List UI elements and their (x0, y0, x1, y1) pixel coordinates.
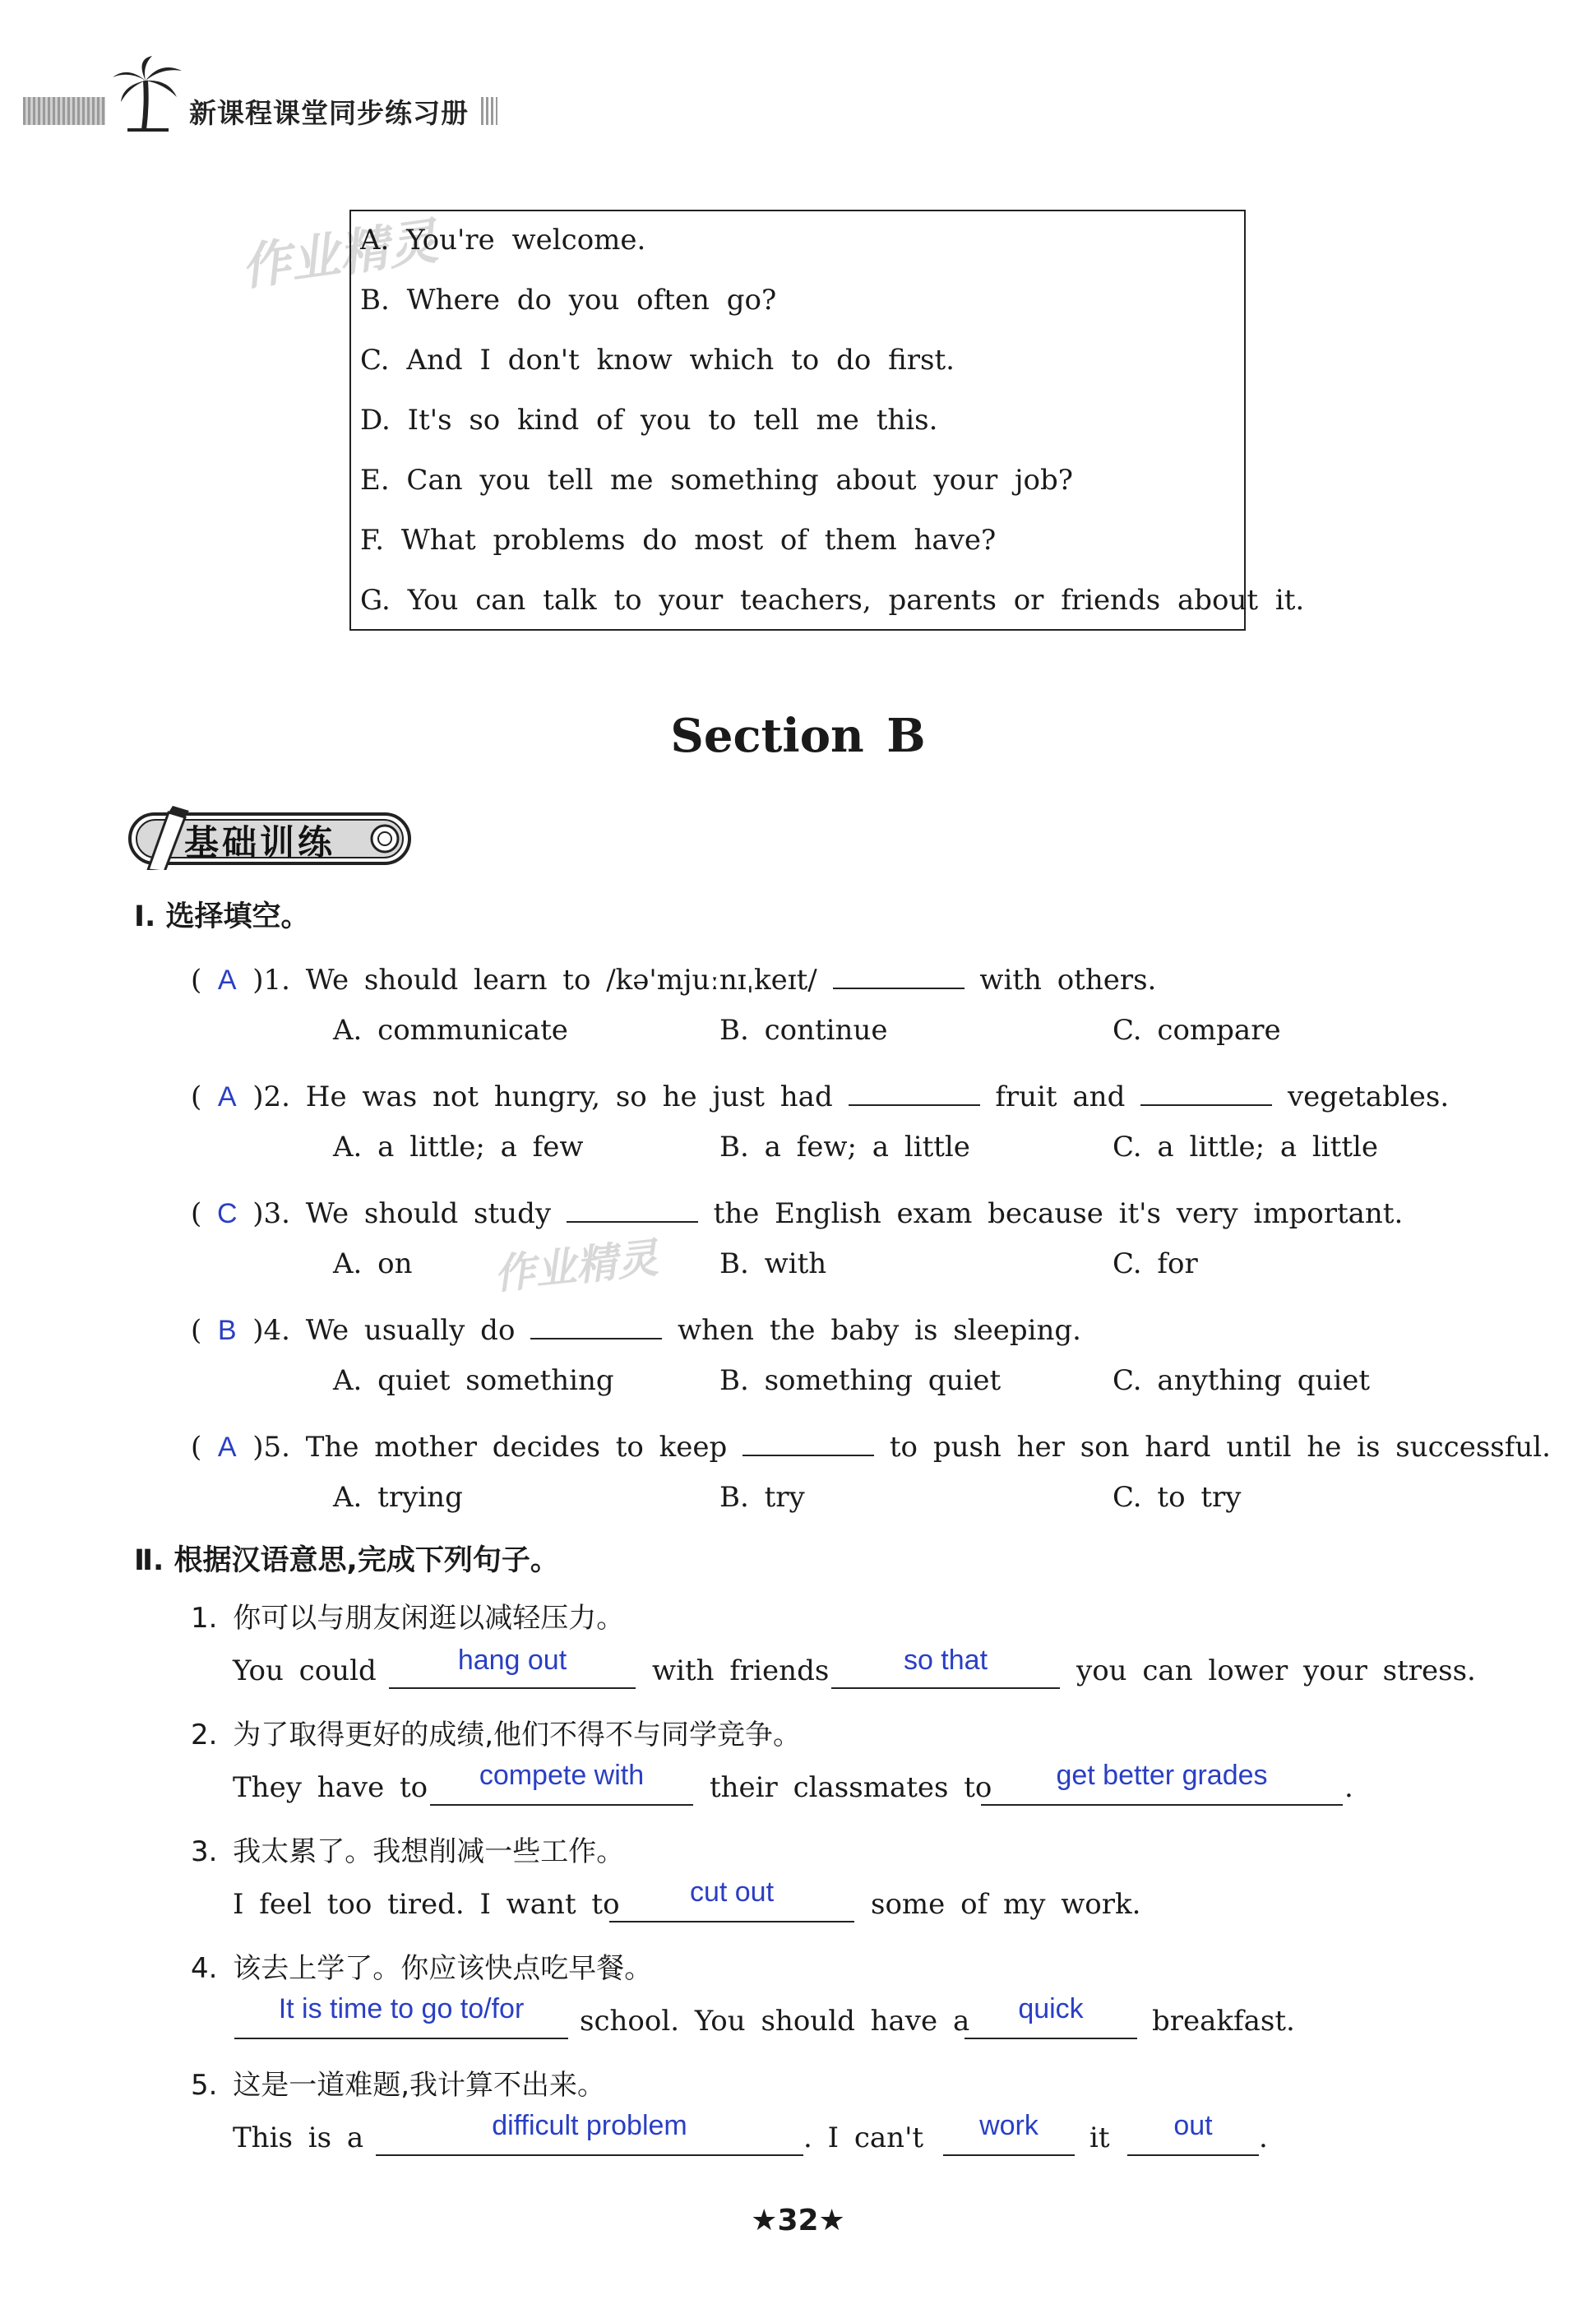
option-b: B. Where do you often go? (360, 284, 777, 317)
option-row-3b: B. with (719, 1247, 827, 1280)
answer-5: A (217, 1432, 237, 1463)
answer-4: B (217, 1315, 237, 1346)
blank (609, 1921, 854, 1922)
blank (981, 1804, 1343, 1806)
answer-2: A (217, 1081, 237, 1113)
translation-5-cn: 5. 这是一道难题,我计算不出来。 (191, 2069, 606, 2102)
translation-1-p3: you can lower your stress. (1076, 1654, 1476, 1687)
option-row-2b: B. a few; a little (719, 1131, 970, 1164)
translation-5-p4: . (1259, 2121, 1268, 2154)
option-row-1a: A. communicate (333, 1014, 568, 1047)
translation-1-p2: with friends (652, 1654, 830, 1687)
watermark: 作业精灵 (491, 1233, 660, 1299)
question-2: ( A )2. He was not hungry, so he just had fruit and vegetables. (191, 1073, 1449, 1113)
option-d: D. It's so kind of you to tell me this. (360, 404, 938, 437)
translation-4-p1: school. You should have a (580, 2005, 970, 2038)
blank (389, 1687, 636, 1689)
translation-5-p3: it (1089, 2121, 1110, 2154)
option-g: G. You can talk to your teachers, parents or friends about it. (360, 584, 1305, 617)
option-row-4a: A. quiet something (333, 1364, 614, 1397)
translation-1-p1: You could (233, 1654, 377, 1687)
translation-3-p1: I feel too tired. I want to (233, 1888, 620, 1921)
answer-4-2: quick (1018, 1993, 1084, 2024)
question-4: ( B )4. We usually do when the baby is sleeping. (191, 1307, 1081, 1347)
blank (831, 1687, 1060, 1689)
option-row-5b: B. try (719, 1481, 805, 1514)
option-row-4b: B. something quiet (719, 1364, 1002, 1397)
answer-3-1: cut out (689, 1876, 775, 1908)
option-row-3c: C. for (1113, 1247, 1198, 1280)
translation-1-cn: 1. 你可以与朋友闲逛以减轻压力。 (191, 1602, 625, 1635)
option-f: F. What problems do most of them have? (360, 524, 997, 557)
answer-3: C (216, 1198, 238, 1229)
answer-5-3: out (1173, 2110, 1213, 2141)
translation-2-p3: . (1344, 1771, 1353, 1804)
answer-4-1: It is time to go to/for (278, 1993, 525, 2024)
option-row-5c: C. to try (1113, 1481, 1242, 1514)
header-bar-right (481, 97, 497, 125)
translation-4-cn: 4. 该去上学了。你应该快点吃早餐。 (191, 1952, 653, 1985)
translation-3-p2: some of my work. (871, 1888, 1141, 1921)
translation-4-p2: breakfast. (1152, 2005, 1295, 2038)
translation-5-p2: . I can't (803, 2121, 924, 2154)
question-1: ( A )1. We should learn to /kə'mjuːnɪˌkeɪt/ with others. (191, 956, 1156, 997)
option-row-2a: A. a little; a few (333, 1131, 584, 1164)
translation-2-p1: They have to (233, 1771, 428, 1804)
option-e: E. Can you tell me something about your job? (360, 464, 1074, 497)
translation-2-cn: 2. 为了取得更好的成绩,他们不得不与同学竞争。 (191, 1719, 802, 1751)
section-title: Section B (670, 709, 926, 763)
option-row-5a: A. trying (333, 1481, 463, 1514)
star-icon: ★ (751, 2204, 778, 2237)
blank (1127, 2154, 1259, 2156)
star-icon: ★ (818, 2204, 845, 2237)
option-row-2c: C. a little; a little (1113, 1131, 1378, 1164)
blank (234, 2038, 568, 2039)
blank (430, 1804, 693, 1806)
answer-1: A (217, 965, 237, 996)
question-3: ( C )3. We should study the English exam because it's very important. (191, 1190, 1403, 1230)
answer-1-1: hang out (457, 1645, 567, 1676)
page-number: ★32★ (751, 2204, 845, 2237)
part1-title: Ⅰ. 选择填空。 (134, 900, 310, 933)
answer-2-2: get better grades (1056, 1760, 1268, 1791)
header-bar-left (23, 97, 105, 125)
answer-5-2: work (979, 2110, 1039, 2141)
badge-label: 基础训练 (184, 822, 336, 863)
watermark: 作业精灵 (237, 212, 442, 298)
question-5: ( A )5. The mother decides to keep to push her son hard until he is successful. (191, 1423, 1551, 1464)
translation-2-p2: their classmates to (710, 1771, 992, 1804)
answer-5-1: difficult problem (492, 2110, 687, 2141)
translation-5-p1: This is a (233, 2121, 364, 2154)
header-title: 新课程课堂同步练习册 (189, 97, 469, 129)
option-row-3a: A. on (333, 1247, 413, 1280)
option-row-1c: C. compare (1113, 1014, 1281, 1047)
option-c: C. And I don't know which to do first. (360, 344, 955, 377)
blank (943, 2154, 1075, 2156)
answer-1-2: so that (903, 1645, 988, 1676)
translation-3-cn: 3. 我太累了。我想削减一些工作。 (191, 1835, 625, 1868)
part2-title: Ⅱ. 根据汉语意思,完成下列句子。 (134, 1544, 559, 1577)
palm-tree-icon (111, 56, 185, 132)
option-row-4c: C. anything quiet (1113, 1364, 1371, 1397)
answer-2-1: compete with (479, 1760, 645, 1791)
blank (376, 2154, 803, 2156)
option-a: A. You're welcome. (360, 224, 646, 257)
blank (965, 2038, 1137, 2039)
option-row-1b: B. continue (719, 1014, 888, 1047)
